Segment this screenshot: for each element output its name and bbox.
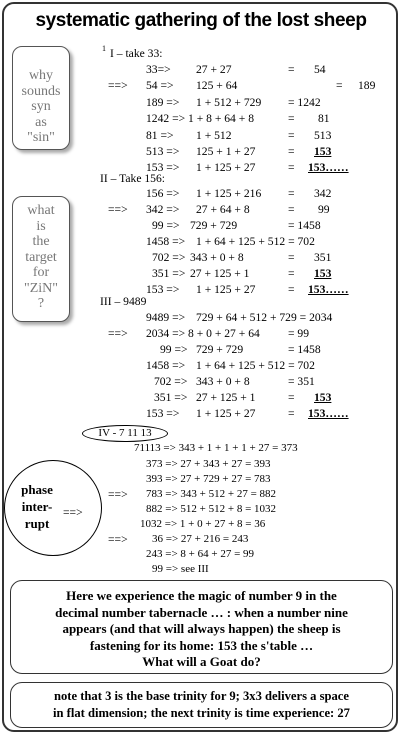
calc-line: 99 => see III: [152, 563, 209, 575]
calc-eq: = 1458: [288, 219, 321, 232]
calc-input: 153 =>: [146, 283, 180, 296]
note-line: note that 3 is the base trinity for 9; 3x3 delivers a space: [54, 689, 349, 703]
calc-line: 36 => 27 + 216 = 243: [152, 533, 249, 545]
side-box-why-sin: [12, 46, 70, 150]
calc-input: 342 =>: [146, 203, 180, 216]
note-line: in flat dimension; the next trinity is time experience: 27: [53, 706, 350, 720]
calc-result: 153……: [308, 283, 349, 296]
calc-expr: 1 + 125 + 27: [196, 161, 256, 174]
calc-input: 351 =>: [152, 267, 186, 280]
calc-expr: 343 + 0 + 8: [190, 251, 244, 264]
calc-expr: 27 + 125 + 1: [196, 391, 256, 404]
calc-expr: 1 + 64 + 125 + 512 = 702: [196, 359, 315, 372]
calc-result: 153……: [308, 407, 349, 420]
arrow: ==>: [108, 79, 128, 92]
calc-eq: =: [288, 187, 295, 200]
calc-result: 153: [314, 391, 332, 404]
calc-expr: 1 + 125 + 27: [196, 407, 256, 420]
phase-line: phase: [21, 482, 53, 497]
calc-line: 1032 => 1 + 0 + 27 + 8 = 36: [140, 518, 266, 530]
note-line: decimal number tabernacle … : when a number nine: [55, 604, 348, 620]
calc-eq: =: [288, 63, 295, 76]
calc-eq: = 1458: [288, 343, 321, 356]
calc-line: 882 => 512 + 512 + 8 = 1032: [146, 503, 277, 515]
calc-expr: 1 + 8 + 64 + 8: [188, 112, 254, 125]
calc-eq: =: [336, 79, 343, 92]
calc-eq: =: [288, 391, 295, 404]
side-box-line: as: [35, 114, 47, 130]
calc-expr: 343 + 0 + 8: [196, 375, 250, 388]
calc-expr: 125 + 1 + 27: [196, 145, 256, 158]
side-box-line: for: [32, 265, 50, 280]
calc-input: 189 =>: [146, 96, 180, 109]
side-box-line: the: [32, 234, 50, 249]
calc-input: 81 =>: [146, 129, 174, 142]
phase-line: inter-: [21, 499, 53, 514]
section-heading: II – Take 156:: [100, 172, 165, 185]
arrow: ==>: [108, 327, 128, 340]
calc-line: 373 => 27 + 343 + 27 = 393: [146, 458, 271, 470]
phase-line: rupt: [24, 516, 50, 531]
side-box-target-zin: [12, 196, 70, 322]
calc-expr: 1 + 125 + 27: [196, 283, 256, 296]
calc-result: 153: [314, 267, 332, 280]
calc-result: 189: [358, 79, 376, 92]
calc-input: 99 =>: [152, 219, 180, 232]
trinity-note: [10, 682, 393, 728]
side-box-line: ?: [37, 296, 45, 311]
calc-expr: 27 + 27: [196, 63, 232, 76]
calc-expr: 1 + 512: [196, 129, 232, 142]
calc-result: 351: [314, 251, 332, 264]
arrow: ==>: [108, 203, 128, 216]
calc-result: 513: [314, 129, 332, 142]
side-box-line: target: [25, 249, 57, 265]
calc-input: 54 =>: [146, 79, 174, 92]
calc-expr: 729 + 729: [196, 343, 244, 356]
calc-expr: 27 + 125 + 1: [190, 267, 250, 280]
footnote-mark: 1: [102, 44, 106, 53]
side-box-line: why: [28, 68, 54, 83]
section-heading: III – 9489: [100, 295, 147, 308]
phase-interrupt-text: [15, 481, 59, 532]
calc-result: 153: [314, 145, 332, 158]
side-box-line: "sin": [27, 130, 55, 145]
note-line: Here we experience the magic of number 9 in the: [66, 588, 337, 603]
calc-expr: 1 + 125 + 216: [196, 187, 262, 200]
calc-result: 99: [318, 203, 330, 216]
phase-arrow: ==>: [63, 506, 83, 519]
calc-result: 342: [314, 187, 332, 200]
calc-eq: =: [288, 251, 295, 264]
note-line: fastening for its home: 153 the s'table …: [89, 637, 314, 653]
side-box-line: sounds: [21, 83, 61, 99]
calc-eq: = 1242: [288, 96, 321, 109]
side-box-line: is: [36, 218, 46, 234]
calc-input: 9489 =>: [146, 311, 186, 324]
calc-input: 702 =>: [154, 375, 188, 388]
calc-input: 33=>: [146, 63, 171, 76]
page-title: systematic gathering of the lost sheep: [35, 10, 367, 31]
calc-eq: =: [288, 267, 295, 280]
calc-input: 1242 =>: [146, 112, 186, 125]
calc-input: 153 =>: [146, 161, 180, 174]
note-line: What will a Goat do?: [142, 654, 261, 669]
calc-input: 351 =>: [154, 391, 188, 404]
calc-line: 393 => 27 + 729 + 27 = 783: [146, 473, 271, 485]
calc-eq: =: [288, 145, 295, 158]
calc-expr: 8 + 0 + 27 + 64: [188, 327, 260, 340]
calc-expr: 729 + 64 + 512 + 729 = 2034: [196, 311, 333, 324]
calc-eq: =: [288, 283, 295, 296]
side-box-line: syn: [31, 99, 51, 114]
calc-input: 2034 =>: [146, 327, 186, 340]
calc-result: 81: [318, 112, 330, 125]
calc-input: 513 =>: [146, 145, 180, 158]
section-iv-heading: IV - 7 11 13: [82, 425, 168, 442]
calc-expr: 27 + 64 + 8: [196, 203, 250, 216]
calc-eq: =: [288, 161, 295, 174]
arrow: ==>: [108, 488, 128, 501]
calc-expr: 1 + 512 + 729: [196, 96, 262, 109]
calc-eq: =: [288, 129, 295, 142]
calc-line: 243 => 8 + 64 + 27 = 99: [146, 548, 255, 560]
section-heading: I – take 33:: [110, 47, 163, 60]
calc-line: 71113 => 343 + 1 + 1 + 1 + 27 = 373: [134, 442, 298, 454]
calc-eq: =: [288, 203, 295, 216]
calc-result: 153……: [308, 161, 349, 174]
calc-input: 702 =>: [152, 251, 186, 264]
calc-result: 54: [314, 63, 326, 76]
calc-input: 99 =>: [160, 343, 188, 356]
calc-line: 783 => 343 + 512 + 27 = 882: [146, 488, 277, 500]
side-box-line: "ZiN": [24, 280, 58, 296]
note-line: appears (and that will always happen) the sheep is: [62, 621, 341, 636]
side-box-line: what: [27, 203, 55, 218]
calc-expr: 729 + 729: [190, 219, 238, 232]
calc-input: 156 =>: [146, 187, 180, 200]
phase-interrupt-circle: [4, 460, 102, 556]
calc-eq: = 99: [288, 327, 310, 340]
calc-expr: 1 + 64 + 125 + 512 = 702: [196, 235, 315, 248]
calc-input: 153 =>: [146, 407, 180, 420]
arrow: ==>: [108, 533, 128, 546]
calc-expr: 125 + 64: [196, 79, 238, 92]
calc-eq: = 351: [288, 375, 315, 388]
calc-eq: =: [288, 112, 295, 125]
calc-input: 1458 =>: [146, 235, 186, 248]
magic-nine-note: [10, 580, 393, 674]
calc-input: 1458 =>: [146, 359, 186, 372]
calc-eq: =: [288, 407, 295, 420]
